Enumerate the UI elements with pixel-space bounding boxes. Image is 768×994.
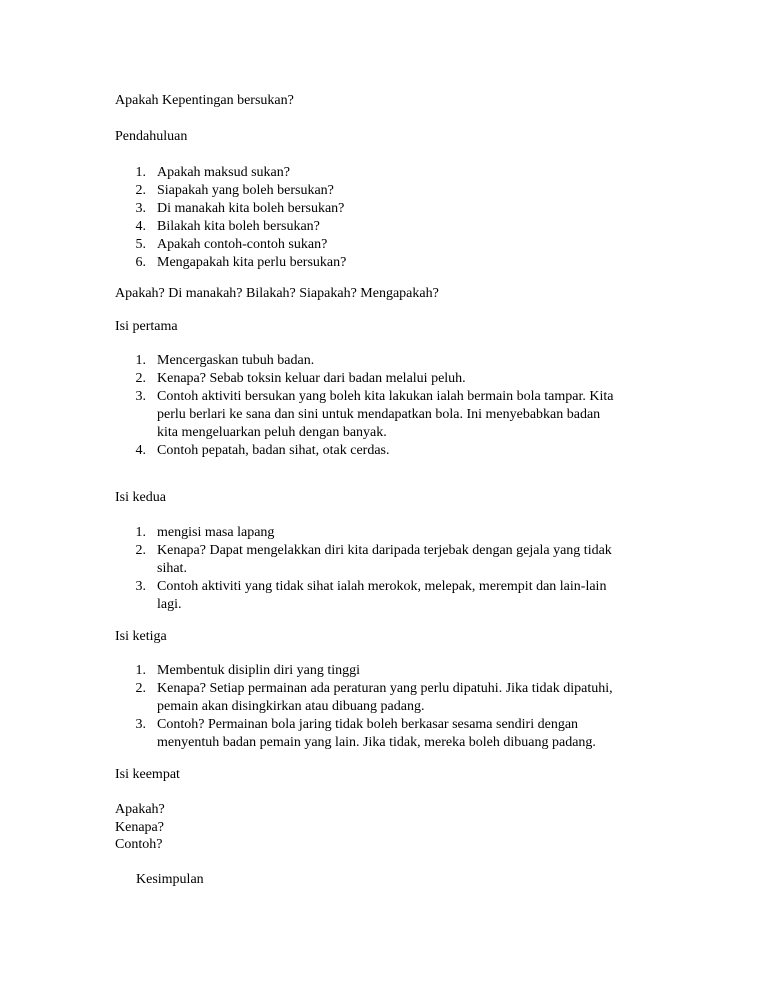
list-item-text: Contoh aktiviti bersukan yang boleh kita lakukan ialah bermain bola tampar. Kita <box>157 389 614 404</box>
list-item-line <box>0 542 768 560</box>
section-heading-isi-pertama: Isi pertama <box>115 319 178 334</box>
list-item-line <box>0 406 768 424</box>
list-item-number: 3. <box>135 389 146 404</box>
isi-keempat-line: Apakah? <box>115 802 165 817</box>
list-item-line <box>0 698 768 716</box>
list-item-line <box>0 734 768 752</box>
list-item-text: Apakah contoh-contoh sukan? <box>157 237 328 252</box>
list-item-text: Kenapa? Dapat mengelakkan diri kita daripada terjebak dengan gejala yang tidak <box>157 543 612 558</box>
list-item-line <box>0 424 768 442</box>
pendahuluan-list <box>0 164 768 272</box>
list-item-text: menyentuh badan pemain yang lain. Jika tidak, mereka boleh dibuang padang. <box>157 735 596 750</box>
isi-ketiga-list <box>0 662 768 752</box>
questions-line: Apakah? Di manakah? Bilakah? Siapakah? Mengapakah? <box>115 286 439 301</box>
isi-kedua-list <box>0 524 768 614</box>
list-item-number: 1. <box>135 525 146 540</box>
section-heading-isi-keempat: Isi keempat <box>115 767 180 782</box>
list-item-line <box>0 236 768 254</box>
isi-pertama-list <box>0 352 768 460</box>
list-item-number: 6. <box>135 255 146 270</box>
list-item-number: 4. <box>135 219 146 234</box>
list-item-number: 2. <box>135 183 146 198</box>
list-item-line <box>0 578 768 596</box>
list-item-text: mengisi masa lapang <box>157 525 275 540</box>
list-item-line <box>0 596 768 614</box>
list-item-number: 4. <box>135 443 146 458</box>
list-item-number: 3. <box>135 717 146 732</box>
list-item-line <box>0 388 768 406</box>
list-item-text: Mencergaskan tubuh badan. <box>157 353 315 368</box>
list-item-line <box>0 254 768 272</box>
list-item-number: 2. <box>135 371 146 386</box>
list-item-text: Contoh aktiviti yang tidak sihat ialah merokok, melepak, merempit dan lain-lain <box>157 579 607 594</box>
list-item-text: Kenapa? Setiap permainan ada peraturan yang perlu dipatuhi. Jika tidak dipatuhi, <box>157 681 613 696</box>
list-item-line <box>0 218 768 236</box>
list-item-number: 2. <box>135 543 146 558</box>
list-item-text: pemain akan disingkirkan atau dibuang padang. <box>157 699 425 714</box>
list-item-text: perlu berlari ke sana dan sini untuk mendapatkan bola. Ini menyebabkan badan <box>157 407 601 422</box>
list-item-line <box>0 200 768 218</box>
isi-keempat-line: Kenapa? <box>115 820 164 835</box>
list-item-text: Contoh pepatah, badan sihat, otak cerdas. <box>157 443 390 458</box>
kesimpulan-heading: Kesimpulan <box>136 872 204 887</box>
list-item-text: Di manakah kita boleh bersukan? <box>157 201 345 216</box>
list-item-line <box>0 524 768 542</box>
list-item-number: 1. <box>135 353 146 368</box>
list-item-text: sihat. <box>157 561 187 576</box>
list-item-line <box>0 370 768 388</box>
list-item-line <box>0 352 768 370</box>
isi-keempat-line: Contoh? <box>115 837 163 852</box>
list-item-number: 3. <box>135 579 146 594</box>
list-item-text: Apakah maksud sukan? <box>157 165 290 180</box>
list-item-line <box>0 560 768 578</box>
list-item-number: 5. <box>135 237 146 252</box>
list-item-number: 1. <box>135 663 146 678</box>
list-item-line <box>0 442 768 460</box>
list-item-line <box>0 164 768 182</box>
section-heading-isi-kedua: Isi kedua <box>115 490 166 505</box>
list-item-text: Kenapa? Sebab toksin keluar dari badan melalui peluh. <box>157 371 466 386</box>
section-heading-pendahuluan: Pendahuluan <box>115 129 188 144</box>
document-title: Apakah Kepentingan bersukan? <box>115 93 294 108</box>
list-item-text: Mengapakah kita perlu bersukan? <box>157 255 347 270</box>
section-heading-isi-ketiga: Isi ketiga <box>115 629 167 644</box>
list-item-text: Bilakah kita boleh bersukan? <box>157 219 320 234</box>
list-item-number: 2. <box>135 681 146 696</box>
list-item-text: Contoh? Permainan bola jaring tidak boleh berkasar sesama sendiri dengan <box>157 717 579 732</box>
list-item-number: 3. <box>135 201 146 216</box>
list-item-text: lagi. <box>157 597 182 612</box>
list-item-text: Siapakah yang boleh bersukan? <box>157 183 334 198</box>
list-item-text: Membentuk disiplin diri yang tinggi <box>157 663 360 678</box>
list-item-line <box>0 716 768 734</box>
list-item-line <box>0 662 768 680</box>
list-item-line <box>0 680 768 698</box>
list-item-text: kita mengeluarkan peluh dengan banyak. <box>157 425 387 440</box>
list-item-number: 1. <box>135 165 146 180</box>
list-item-line <box>0 182 768 200</box>
